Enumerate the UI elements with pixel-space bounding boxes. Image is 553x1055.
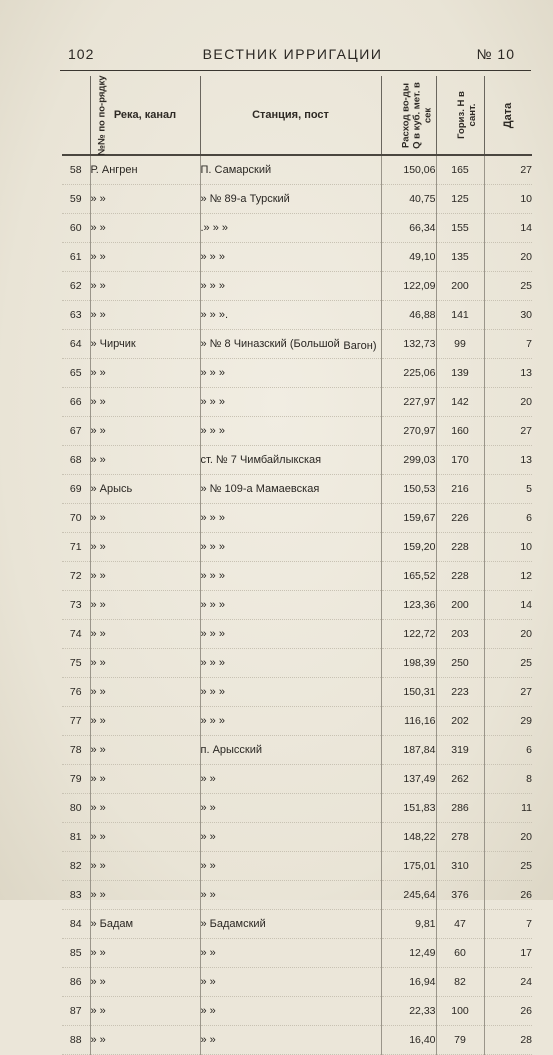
level-cell: 203: [436, 620, 484, 649]
station-cell: » № 109-а Мамаевская: [200, 475, 381, 504]
row-number-cell: 65: [62, 359, 90, 388]
level-cell: 310: [436, 852, 484, 881]
table-row: [62, 562, 532, 591]
table-row: [62, 504, 532, 533]
station-cell: » »: [200, 852, 381, 881]
row-number-cell: 86: [62, 968, 90, 997]
date-cell: 10: [484, 185, 532, 214]
table-row: [62, 939, 532, 968]
row-number-cell: 82: [62, 852, 90, 881]
date-cell: 25: [484, 649, 532, 678]
row-number-cell: 76: [62, 678, 90, 707]
discharge-cell: 198,39: [381, 649, 436, 678]
level-cell: 202: [436, 707, 484, 736]
river-cell: » Арысь: [90, 475, 200, 504]
page-number: 102: [68, 46, 95, 62]
discharge-cell: 225,06: [381, 359, 436, 388]
river-cell: » »: [90, 823, 200, 852]
table-row: [62, 243, 532, 272]
col-header-station: Станция, пост: [200, 76, 381, 155]
station-cell: » » »: [200, 620, 381, 649]
level-cell: 47: [436, 910, 484, 939]
station-cell: » »: [200, 968, 381, 997]
river-cell: » »: [90, 939, 200, 968]
station-cell: » »: [200, 794, 381, 823]
station-cell: П. Самарский: [200, 155, 381, 185]
table-row: [62, 765, 532, 794]
river-cell: » »: [90, 765, 200, 794]
date-cell: 28: [484, 1026, 532, 1055]
level-cell: 82: [436, 968, 484, 997]
station-continuation: Вагон): [343, 340, 377, 352]
discharge-cell: 245,64: [381, 881, 436, 910]
row-number-cell: 59: [62, 185, 90, 214]
hydrology-table: [62, 76, 532, 1055]
row-number-cell: 71: [62, 533, 90, 562]
row-number-cell: 69: [62, 475, 90, 504]
river-cell: » »: [90, 214, 200, 243]
level-cell: 135: [436, 243, 484, 272]
table-row: [62, 533, 532, 562]
date-cell: 8: [484, 765, 532, 794]
station-cell: » » »: [200, 533, 381, 562]
station-cell: » » »: [200, 649, 381, 678]
row-number-cell: 68: [62, 446, 90, 475]
discharge-cell: 150,31: [381, 678, 436, 707]
discharge-cell: 9,81: [381, 910, 436, 939]
river-cell: » Чирчик: [90, 330, 200, 359]
level-cell: 170: [436, 446, 484, 475]
date-cell: 25: [484, 852, 532, 881]
date-cell: 20: [484, 388, 532, 417]
river-cell: » »: [90, 997, 200, 1026]
level-cell: 216: [436, 475, 484, 504]
date-cell: 24: [484, 968, 532, 997]
row-number-cell: 70: [62, 504, 90, 533]
discharge-cell: 137,49: [381, 765, 436, 794]
table-row: [62, 997, 532, 1026]
discharge-cell: 16,40: [381, 1026, 436, 1055]
table-body: [62, 155, 532, 1055]
date-cell: 6: [484, 504, 532, 533]
station-cell: » »: [200, 997, 381, 1026]
river-cell: » »: [90, 562, 200, 591]
row-number-cell: 63: [62, 301, 90, 330]
station-cell: п. Арысский: [200, 736, 381, 765]
table-row: [62, 330, 532, 359]
discharge-cell: 40,75: [381, 185, 436, 214]
river-cell: » »: [90, 243, 200, 272]
table-row: [62, 707, 532, 736]
station-cell: » » »: [200, 562, 381, 591]
river-cell: » »: [90, 533, 200, 562]
journal-title: ВЕСТНИК ИРРИГАЦИИ: [202, 46, 383, 62]
level-cell: 100: [436, 997, 484, 1026]
row-number-cell: 64: [62, 330, 90, 359]
table-row: [62, 388, 532, 417]
discharge-cell: 66,34: [381, 214, 436, 243]
river-cell: » »: [90, 504, 200, 533]
row-number-cell: 74: [62, 620, 90, 649]
station-cell: » »: [200, 939, 381, 968]
table-row: [62, 359, 532, 388]
station-cell: » » »: [200, 388, 381, 417]
discharge-cell: 299,03: [381, 446, 436, 475]
date-cell: 10: [484, 533, 532, 562]
river-cell: » »: [90, 301, 200, 330]
station-cell: » № 89-а Турский: [200, 185, 381, 214]
date-cell: 5: [484, 475, 532, 504]
level-cell: 200: [436, 591, 484, 620]
river-cell: » Бадам: [90, 910, 200, 939]
river-cell: » »: [90, 359, 200, 388]
table-row: [62, 736, 532, 765]
table-row: [62, 301, 532, 330]
table-row: [62, 620, 532, 649]
river-cell: » »: [90, 620, 200, 649]
level-cell: 141: [436, 301, 484, 330]
discharge-cell: 49,10: [381, 243, 436, 272]
level-cell: 223: [436, 678, 484, 707]
date-cell: 20: [484, 243, 532, 272]
row-number-cell: 77: [62, 707, 90, 736]
row-number-cell: 78: [62, 736, 90, 765]
date-cell: 7: [484, 910, 532, 939]
level-cell: 125: [436, 185, 484, 214]
row-number-cell: 61: [62, 243, 90, 272]
level-cell: 319: [436, 736, 484, 765]
station-cell: » Бадамский: [200, 910, 381, 939]
row-number-cell: 83: [62, 881, 90, 910]
row-number-cell: 79: [62, 765, 90, 794]
table-row: [62, 417, 532, 446]
table-row: [62, 1026, 532, 1055]
discharge-cell: 150,53: [381, 475, 436, 504]
table-row: [62, 446, 532, 475]
station-cell: ст. № 7 Чимбайлыкская: [200, 446, 381, 475]
discharge-cell: 16,94: [381, 968, 436, 997]
date-cell: 27: [484, 155, 532, 185]
date-cell: 6: [484, 736, 532, 765]
discharge-cell: 123,36: [381, 591, 436, 620]
river-cell: » »: [90, 272, 200, 301]
date-cell: 12: [484, 562, 532, 591]
discharge-cell: 151,83: [381, 794, 436, 823]
station-cell: » » »: [200, 243, 381, 272]
discharge-cell: 22,33: [381, 997, 436, 1026]
discharge-cell: 165,52: [381, 562, 436, 591]
date-cell: 26: [484, 881, 532, 910]
col-header-level: Гориз. Н в сант.: [436, 76, 484, 155]
date-cell: 26: [484, 997, 532, 1026]
level-cell: 228: [436, 562, 484, 591]
date-cell: 27: [484, 417, 532, 446]
station-cell: » » »: [200, 359, 381, 388]
station-cell: » » »: [200, 591, 381, 620]
table-row: [62, 214, 532, 243]
date-cell: 20: [484, 620, 532, 649]
table-row: [62, 678, 532, 707]
header-rule: [60, 70, 531, 71]
level-cell: 60: [436, 939, 484, 968]
level-cell: 142: [436, 388, 484, 417]
station-cell: » » »: [200, 504, 381, 533]
river-cell: Р. Ангрен: [90, 155, 200, 185]
date-cell: 17: [484, 939, 532, 968]
row-number-cell: 84: [62, 910, 90, 939]
table-row: [62, 272, 532, 301]
date-cell: 20: [484, 823, 532, 852]
date-cell: 25: [484, 272, 532, 301]
discharge-cell: 116,16: [381, 707, 436, 736]
table-row: [62, 881, 532, 910]
station-cell: » »: [200, 881, 381, 910]
table-row: [62, 185, 532, 214]
date-cell: 14: [484, 591, 532, 620]
station-cell: » »: [200, 1026, 381, 1055]
discharge-cell: 175,01: [381, 852, 436, 881]
river-cell: » »: [90, 417, 200, 446]
date-cell: 27: [484, 678, 532, 707]
discharge-cell: 227,97: [381, 388, 436, 417]
date-cell: 29: [484, 707, 532, 736]
row-number-cell: 60: [62, 214, 90, 243]
col-header-date: Дата: [484, 76, 532, 155]
table-row: [62, 968, 532, 997]
level-cell: 286: [436, 794, 484, 823]
table-row: [62, 794, 532, 823]
level-cell: 200: [436, 272, 484, 301]
river-cell: » »: [90, 649, 200, 678]
station-cell: » » »: [200, 678, 381, 707]
discharge-cell: 12,49: [381, 939, 436, 968]
issue-number: № 10: [476, 46, 515, 62]
table-row: [62, 823, 532, 852]
discharge-cell: 122,72: [381, 620, 436, 649]
table-row: [62, 649, 532, 678]
page-header: [62, 44, 523, 66]
river-cell: » »: [90, 185, 200, 214]
level-cell: 155: [436, 214, 484, 243]
discharge-cell: 148,22: [381, 823, 436, 852]
station-cell: » № 8 Чиназский (Большой Вагон): [200, 330, 381, 359]
discharge-cell: 122,09: [381, 272, 436, 301]
river-cell: » »: [90, 707, 200, 736]
date-cell: 13: [484, 446, 532, 475]
row-number-cell: 73: [62, 591, 90, 620]
station-cell: » » »: [200, 707, 381, 736]
station-cell: » »: [200, 823, 381, 852]
level-cell: 376: [436, 881, 484, 910]
river-cell: » »: [90, 1026, 200, 1055]
row-number-cell: 58: [62, 155, 90, 185]
table-row: [62, 910, 532, 939]
row-number-cell: 66: [62, 388, 90, 417]
discharge-cell: 270,97: [381, 417, 436, 446]
river-cell: » »: [90, 736, 200, 765]
date-cell: 7: [484, 330, 532, 359]
level-cell: 139: [436, 359, 484, 388]
river-cell: » »: [90, 678, 200, 707]
level-cell: 226: [436, 504, 484, 533]
date-cell: 30: [484, 301, 532, 330]
river-cell: » »: [90, 388, 200, 417]
river-cell: » »: [90, 794, 200, 823]
table-row: [62, 155, 532, 185]
river-cell: » »: [90, 852, 200, 881]
table-header-row: [62, 76, 532, 155]
station-cell: » » »: [200, 272, 381, 301]
river-cell: » »: [90, 968, 200, 997]
discharge-cell: 187,84: [381, 736, 436, 765]
date-cell: 13: [484, 359, 532, 388]
level-cell: 262: [436, 765, 484, 794]
row-number-cell: 75: [62, 649, 90, 678]
level-cell: 278: [436, 823, 484, 852]
row-number-cell: 88: [62, 1026, 90, 1055]
level-cell: 228: [436, 533, 484, 562]
discharge-cell: 46,88: [381, 301, 436, 330]
row-number-cell: 85: [62, 939, 90, 968]
station-cell: » »: [200, 765, 381, 794]
table-row: [62, 591, 532, 620]
discharge-cell: 159,20: [381, 533, 436, 562]
col-header-row-number: №№ по по-рядку: [62, 76, 90, 155]
row-number-cell: 87: [62, 997, 90, 1026]
station-cell: » » ».: [200, 301, 381, 330]
col-header-river: Река, канал: [90, 76, 200, 155]
level-cell: 79: [436, 1026, 484, 1055]
level-cell: 160: [436, 417, 484, 446]
date-cell: 11: [484, 794, 532, 823]
row-number-cell: 72: [62, 562, 90, 591]
level-cell: 250: [436, 649, 484, 678]
col-header-discharge: Расход во-ды Q в куб. мет. в сек: [381, 76, 436, 155]
station-cell: » » »: [200, 417, 381, 446]
level-cell: 165: [436, 155, 484, 185]
discharge-cell: 132,73: [381, 330, 436, 359]
river-cell: » »: [90, 591, 200, 620]
table-row: [62, 475, 532, 504]
station-cell: .» » »: [200, 214, 381, 243]
row-number-cell: 67: [62, 417, 90, 446]
river-cell: » »: [90, 881, 200, 910]
river-cell: » »: [90, 446, 200, 475]
discharge-cell: 150,06: [381, 155, 436, 185]
date-cell: 14: [484, 214, 532, 243]
row-number-cell: 80: [62, 794, 90, 823]
row-number-cell: 62: [62, 272, 90, 301]
level-cell: 99: [436, 330, 484, 359]
row-number-cell: 81: [62, 823, 90, 852]
discharge-cell: 159,67: [381, 504, 436, 533]
table-row: [62, 852, 532, 881]
